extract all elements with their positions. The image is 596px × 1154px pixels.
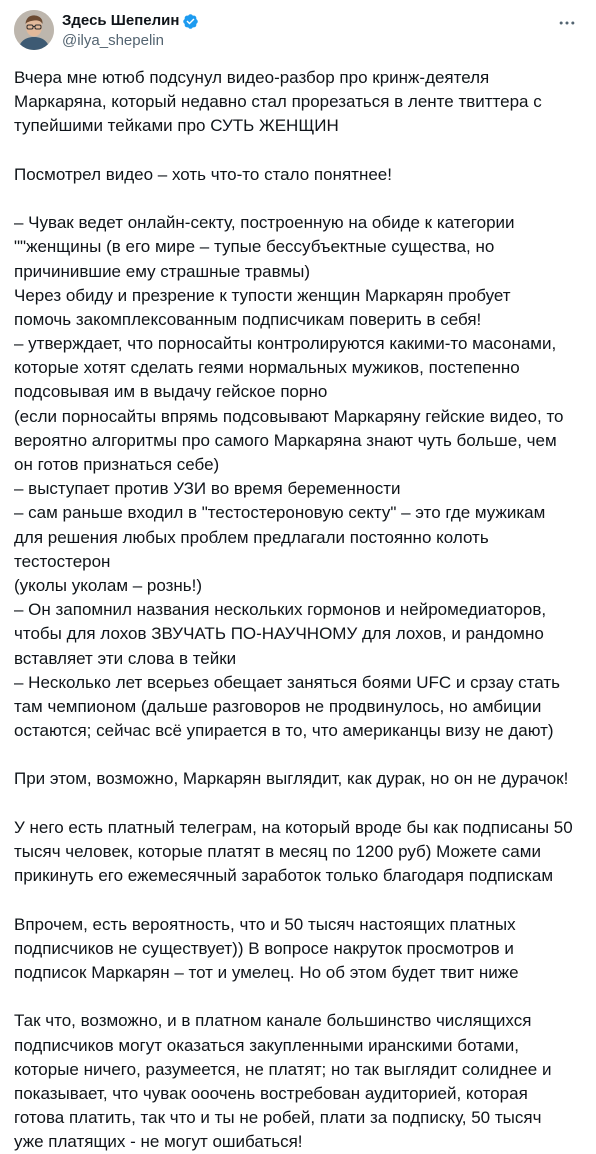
verified-badge-icon bbox=[182, 13, 199, 30]
tweet-text-line: – Он запомнил названия нескольких гормонов и нейромедиаторов, bbox=[14, 600, 547, 620]
tweet-text-line: прикинуть его ежемесячный заработок только благодаря подпискам bbox=[14, 866, 554, 886]
tweet-text-line: Через обиду и презрение к тупости женщин Маркарян пробует bbox=[14, 285, 511, 305]
tweet-text-line: помочь закомплексованным подписчикам поверить в себя! bbox=[14, 309, 482, 329]
tweet-text-line: которые ничего, разумеется, не платят; но так выглядит солиднее и bbox=[14, 1059, 552, 1079]
tweet-text-line: вероятно алгоритмы про самого Маркаряна знают чуть больше, чем bbox=[14, 430, 557, 450]
paragraph-gap bbox=[14, 187, 586, 211]
tweet-text-line: Впрочем, есть вероятность, что и 50 тысяч настоящих платных bbox=[14, 914, 516, 934]
tweet-text-line: чтобы для лохов ЗВУЧАТЬ ПО-НАУЧНОМУ для лохов, и рандомно bbox=[14, 624, 544, 644]
tweet-text-line: там чемпионом (дальше разговоров не продвинулось, но амбиции bbox=[14, 696, 542, 716]
tweet-text bbox=[14, 66, 586, 1154]
display-name[interactable]: Здесь Шепелин bbox=[62, 12, 180, 29]
tweet-text-line: подписчиков не существует)) В вопросе накруток просмотров и bbox=[14, 938, 514, 958]
avatar[interactable] bbox=[14, 10, 54, 50]
tweet-text-line: причинившие ему страшные травмы) bbox=[14, 261, 311, 281]
tweet-text-line: которые хотят сделать геями нормальных мужиков, постепенно bbox=[14, 358, 520, 378]
more-options-icon[interactable] bbox=[556, 12, 578, 34]
tweet-text-line: ""женщины (в его мире – тупые бессубъектные существа, но bbox=[14, 237, 495, 257]
tweet-text-line: подсовывая им в выдачу гейское порно bbox=[14, 382, 328, 402]
tweet-text-line: подписчиков могут оказаться закупленными иранскими ботами, bbox=[14, 1035, 520, 1055]
tweet-text-line: Так что, возможно, и в платном канале большинство числящихся bbox=[14, 1011, 532, 1031]
tweet-text-line: тестостерон bbox=[14, 551, 111, 571]
tweet-text-line: Маркаряна, который недавно стал прорезаться в ленте твиттера с bbox=[14, 92, 542, 112]
paragraph-gap bbox=[14, 888, 586, 912]
tweet-text-line: готова платить, так что и ты не робей, плати за подписку, 50 тысяч bbox=[14, 1108, 542, 1128]
tweet-text-line: тупейшими тейками про СУТЬ ЖЕНЩИН bbox=[14, 116, 339, 136]
tweet-text-line: – выступает против УЗИ во время беременности bbox=[14, 479, 401, 499]
user-info bbox=[62, 11, 199, 51]
user-handle[interactable]: @ilya_shepelin bbox=[62, 32, 164, 49]
tweet-text-line: показывает, что чувак ооочень востребован аудиторией, которая bbox=[14, 1083, 528, 1103]
display-name-row bbox=[62, 11, 199, 31]
tweet-text-line: уже платящих - не могут ошибаться! bbox=[14, 1132, 303, 1152]
tweet-text-line: – Несколько лет всерьез обещает заняться боями UFC и срзау стать bbox=[14, 672, 560, 692]
tweet-text-line: для решения любых проблем предлагали постоянно колоть bbox=[14, 527, 489, 547]
tweet-text-line: – Чувак ведет онлайн-секту, построенную на обиде к категории bbox=[14, 213, 515, 233]
tweet-text-line: У него есть платный телеграм, на который вроде бы как подписаны 50 bbox=[14, 817, 573, 837]
tweet-text-line: он готов признаться себе) bbox=[14, 455, 220, 474]
ellipsis-icon bbox=[557, 13, 577, 33]
tweet-text-line: – сам раньше входил в "тестостероновую секту" – это где мужикам bbox=[14, 503, 546, 523]
tweet-text-line: остаются; сейчас всё упирается в то, что американцы визу не дают) bbox=[14, 721, 554, 741]
paragraph-gap bbox=[14, 139, 586, 163]
tweet-text-line: Посмотрел видео – хоть что-то стало понятнее! bbox=[14, 164, 392, 184]
tweet-header bbox=[14, 10, 582, 54]
tweet-text-line: – утверждает, что порносайты контролируются какими-то масонами, bbox=[14, 334, 557, 354]
tweet-text-line: При этом, возможно, Маркарян выглядит, как дурак, но он не дурачок! bbox=[14, 769, 569, 789]
tweet-text-line: вставляет эти слова в тейки bbox=[14, 648, 237, 668]
paragraph-gap bbox=[14, 743, 586, 767]
paragraph-gap bbox=[14, 985, 586, 1009]
paragraph-gap bbox=[14, 792, 586, 816]
person-avatar-icon bbox=[14, 10, 54, 50]
tweet-text-line: (уколы уколам – рознь!) bbox=[14, 575, 203, 595]
tweet-text-line: Вчера мне ютюб подсунул видео-разбор про кринж-деятеля bbox=[14, 68, 490, 87]
tweet-text-line: тысяч человек, которые платят в месяц по 1200 руб) Можете сами bbox=[14, 842, 541, 861]
tweet-text-line: (если порносайты впрямь подсовывают Маркаряну гейские видео, то bbox=[14, 406, 564, 426]
tweet-text-line: подписок Маркарян – тот и умелец. Но об этом будет твит ниже bbox=[14, 962, 519, 982]
